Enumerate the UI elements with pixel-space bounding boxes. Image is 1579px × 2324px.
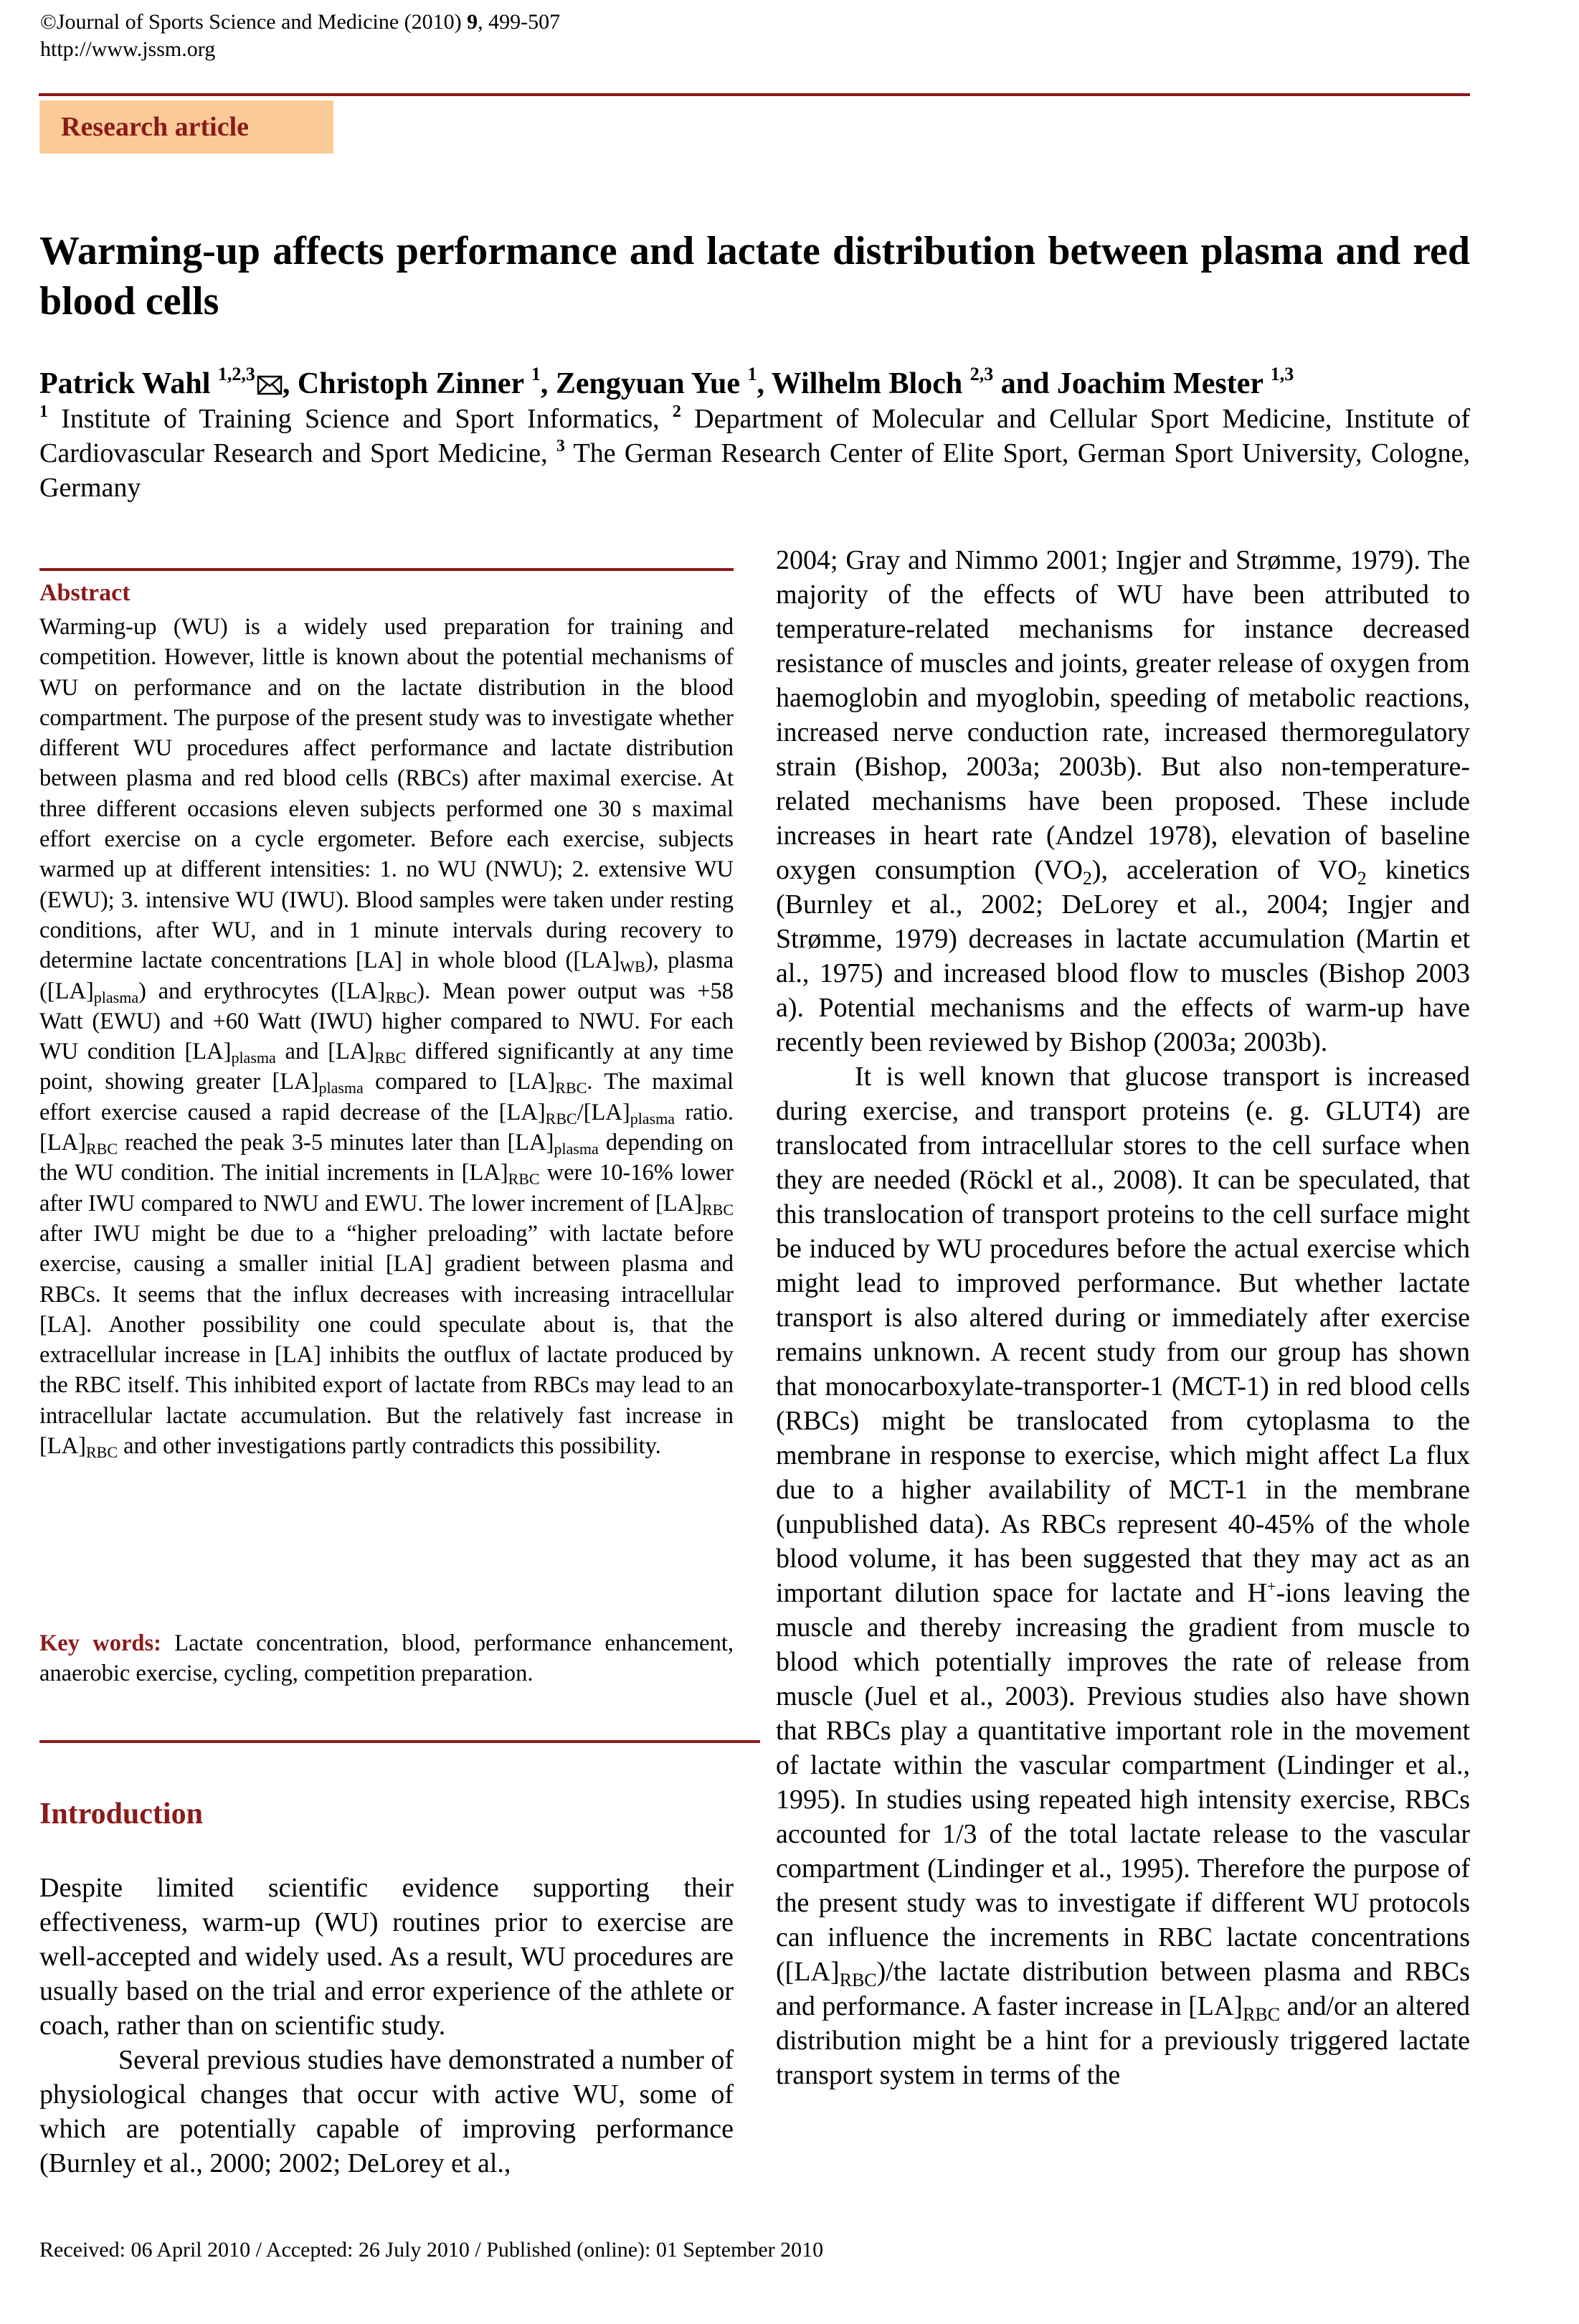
body-paragraph: It is well known that glucose transport is increased during exercise, and transport proteins (e. g. GLUT4) are translocated from intracellular stores to the cell surface when they are needed (Röckl et al., 2008). It can be speculated, that this translocation of transport proteins to the cell surface might be induced by WU procedures before the actual exercise which might lead to improved performance. But whether lactate transport is also altered during or immediately after exercise remains unknown. A recent study from our group has shown that monocarboxylate-transporter-1 (MCT-1) in red blood cells (RBCs) might be translocated from cytoplasma to the membrane in response to exercise, which might affect La flux due to a higher availability of MCT-1 in the membrane (unpublished data). As RBCs represent 40-45% of the whole blood volume, it has been suggested that they may act as an important dilution space for lactate and H+-ions leaving the muscle and thereby increasing the gradient from muscle to blood which potentially improves the rate of release from muscle (Juel et al., 2003). Previous studies also have shown that RBCs play a quantitative important role in the movement of lactate within the vascular compartment (Lindinger et al., 1995). In studies using repeated high intensity exercise, RBCs accounted for 1/3 of the total lactate release to the vascular compartment (Lindinger et al., 1995). Therefore the purpose of the present study was to investigate if different WU protocols can influence the increments in RBC lactate concentrations $([LA]_{RBC})$/the lactate distribution between plasma and RBCs and performance. A faster increase in $[LA]_{RBC}$ and/or an altered distribution might be a hint for a previously triggered lactate transport system in terms of the (776, 1062, 1471, 2090)
publication-dates: Received: 06 April 2010 / Accepted: 26 July 2010 / Published (online): 01 September 2010 (39, 2238, 824, 2262)
article-type-badge: Research article (39, 100, 333, 153)
intro-right-column (776, 543, 1470, 2092)
body-paragraph: 2004; Gray and Nimmo 2001; Ingjer and Strømme, 1979). The majority of the effects of WU have been attributed to temperature-related mechanisms for instance decreased resistance of muscles and joints, greater release of oxygen from haemoglobin and myoglobin, speeding of metabolic reactions, increased nerve conduction rate, increased thermoregulatory strain (Bishop, 2003a; 2003b). But also non-temperature-related mechanisms have been proposed. These include increases in heart rate (Andzel 1978), elevation of baseline oxygen consumption $(VO_2)$, acceleration of $VO_2$ kinetics (Burnley et al., 2002; DeLorey et al., 2004; Ingjer and Strømme, 1979) decreases in lactate accumulation (Martin et al., 1975) and increased blood flow to muscles (Bishop 2003 a). Potential mechanisms and the effects of warm-up have recently been reviewed by Bishop (2003a; 2003b). (776, 545, 1471, 1057)
journal-citation: ©Journal of Sports Science and Medicine (2010) 9, 499-507 (40, 10, 561, 34)
keywords: Key words: Lactate concentration, blood, performance enhancement, anaerobic exercise, cycling, competition preparation. (39, 1630, 734, 1687)
abstract-body: Warming-up (WU) is a widely used preparation for training and competition. However, little is known about the potential mechanisms of WU on performance and on the lactate distribution in the blood compartment. The purpose of the present study was to investigate whether different WU procedures affect performance and lactate distribution between plasma and red blood cells (RBCs) after maximal exercise. At three different occasions eleven subjects performed one 30 s maximal effort exercise on a cycle ergometer. Before each exercise, subjects warmed up at different intensities: 1. no WU (NWU); 2. extensive WU (EWU); 3. intensive WU (IWU). Blood samples were taken under resting conditions, after WU, and in 1 minute intervals during recovery to determine lactate concentrations [LA] in whole blood $([LA]_{WB})$, plasma $([LA]_{plasma})$ and erythrocytes $([LA]_{RBC})$. Mean power output was +58 Watt (EWU) and +60 Watt (IWU) higher compared to NWU. For each WU condition $[LA]_{plasma}$ and $[LA]_{RBC}$ differed significantly at any time point, showing greater $[LA]_{plasma}$ compared to $[LA]_{RBC}$. The maximal effort exercise caused a rapid decrease of the $[LA]_{RBC}/[LA]_{plasma}$ ratio. $[LA]_{RBC}$ reached the peak 3-5 minutes later than $[LA]_{plasma}$ depending on the WU condition. The initial increments in $[LA]_{RBC}$ were 10-16% lower after IWU compared to NWU and EWU. The lower increment of $[LA]_{RBC}$ after IWU might be due to a “higher preloading” with lactate before exercise, causing a smaller initial [LA] gradient between plasma and RBCs. It seems that the influx decreases with increasing intracellular [LA]. Another possibility one could speculate about is, that the extracellular increase in [LA] inhibits the outflux of lactate produced by the RBC itself. This inhibited export of lactate from RBCs may lead to an intracellular lactate accumulation. But the relatively fast increase in $[LA]_{RBC}$ and other investigations partly contradicts this possibility. (39, 614, 734, 1462)
article-title: Warming-up affects performance and lactate distribution between plasma and red blood cells (39, 229, 1470, 323)
abstract-top-rule (39, 568, 734, 571)
author-name: , Wilhelm Bloch (757, 367, 970, 400)
affiliations: $^1$ Institute of Training Science and Sport Informatics, $^2$ Department of Molecular and Cellular Sport Medicine, Institute of Cardiovascular Research and Sport Medicine, $^3$ The German Research Center of Elite Sport, German Sport University, Cologne, Germany (39, 402, 1470, 503)
journal-header (40, 9, 560, 63)
keywords-label: Key words: (39, 1630, 161, 1656)
journal-volume: 9 (467, 10, 478, 34)
abstract-heading: Abstract (39, 580, 131, 606)
header-rule (39, 93, 1470, 96)
intro-paragraph: Several previous studies have demonstrated a number of physiological changes that occur with active WU, some of which are potentially capable of improving performance (Burnley et al., 2000; 2002; DeLorey et al., (39, 2045, 734, 2178)
envelope-icon[interactable] (257, 374, 283, 396)
author-name: and Joachim Mester (993, 367, 1271, 400)
keywords-bottom-rule (39, 1740, 760, 1743)
intro-paragraph: Despite limited scientific evidence supporting their effectiveness, warm-up (WU) routines prior to exercise are well-accepted and widely used. As a result, WU procedures are usually based on the trial and error experience of the athlete or coach, rather than on scientific study. (39, 1873, 734, 2041)
author-name: , Christoph Zinner (282, 367, 531, 400)
section-heading-introduction: Introduction (39, 1798, 203, 1831)
intro-left-column (39, 1871, 734, 2181)
author-name: , Zengyuan Yue (540, 367, 748, 400)
author-name: Patrick Wahl (39, 367, 218, 400)
journal-url[interactable]: http://www.jssm.org (40, 37, 216, 61)
author-list: Patrick Wahl $^{1,2,3}$ , Christoph Zinner $^1$, Zengyuan Yue $^1$, Wilhelm Bloch $^{2,3}$ and Joachim Mester $^{1,3}$ (39, 364, 1294, 400)
